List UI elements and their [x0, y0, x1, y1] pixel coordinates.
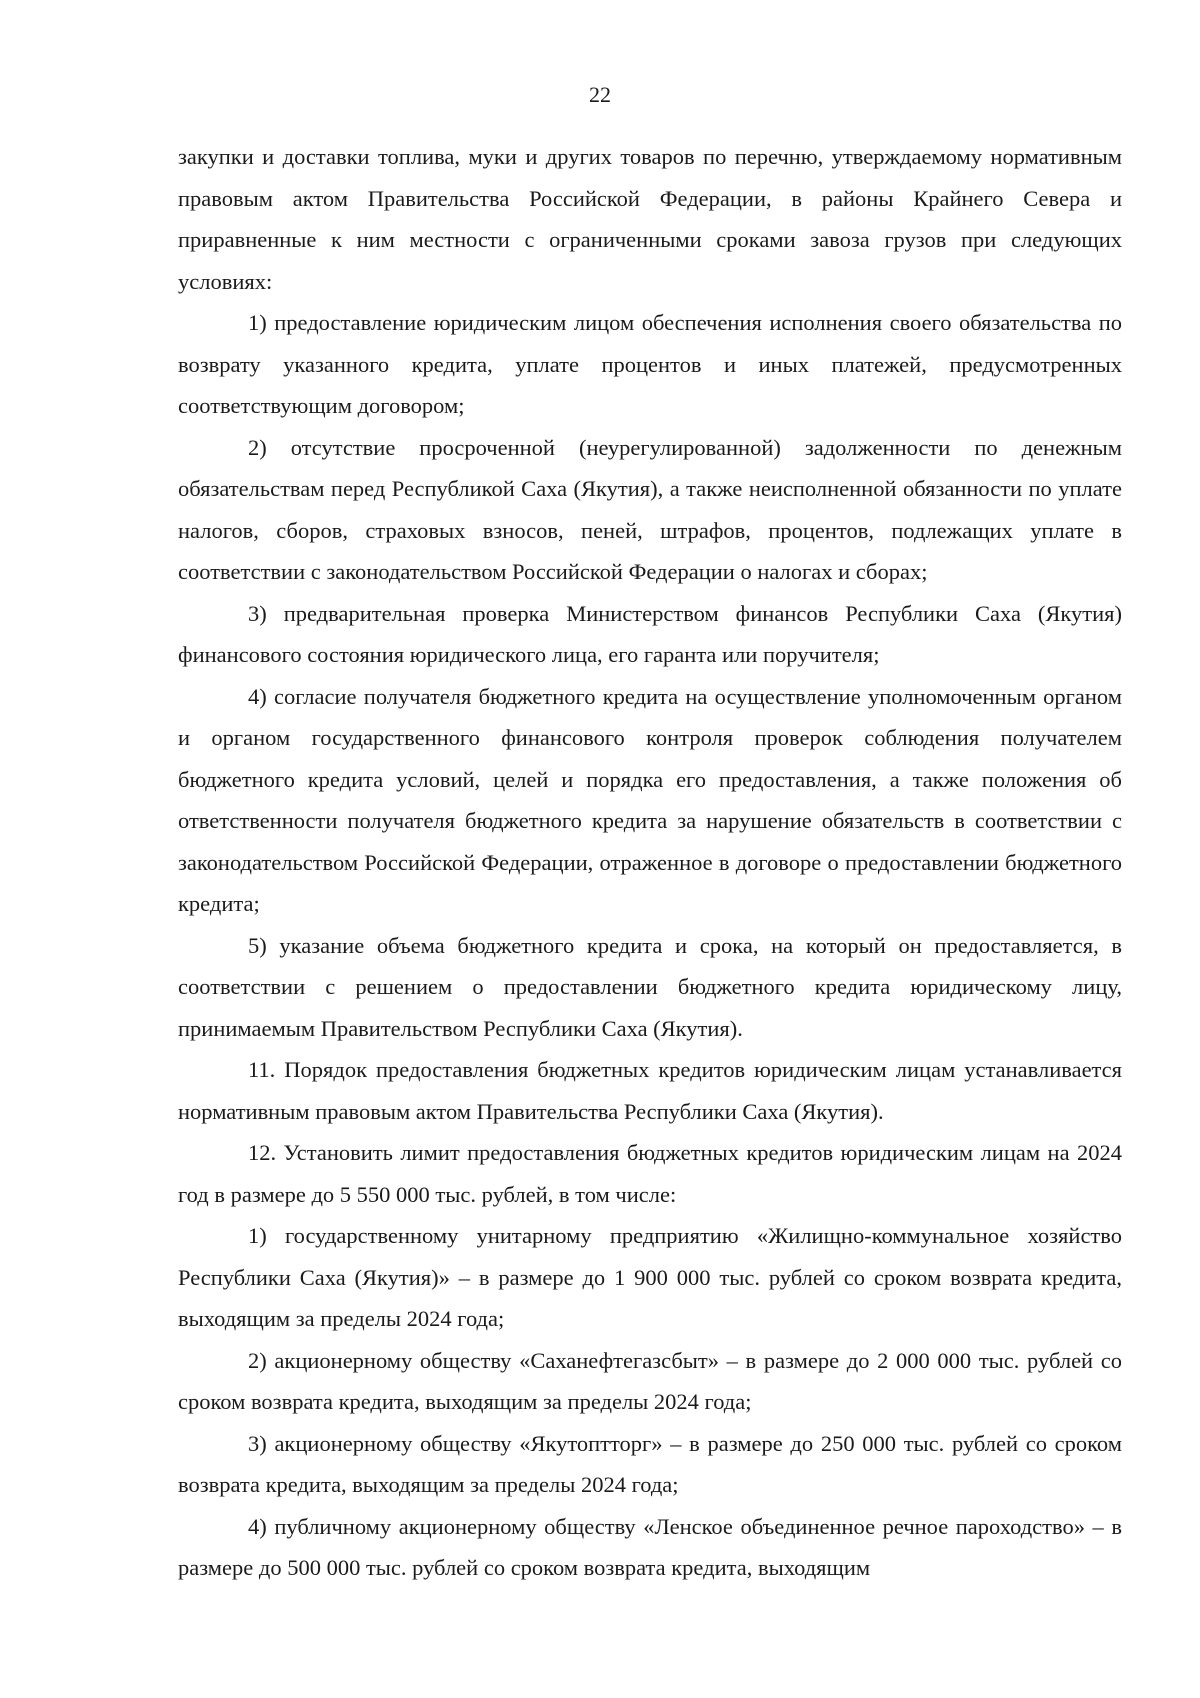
page-number: 22 — [589, 82, 611, 107]
paragraph-condition-4: 4) согласие получателя бюджетного кредита на осуществление уполномоченным органом и органом государственного финансового контроля проверок соблюдения получателем бюджетного кредита условий, целей и порядка его предоставления, а также положения об ответственности получателя бюджетного кредита за нарушение обязательств в соответствии с законодательством Российской Федерации, отраженное в договоре о предоставлении бюджетного кредита; — [178, 683, 1122, 916]
paragraph-condition-3: 3) предварительная проверка Министерством финансов Республики Саха (Якутия) финансового состояния юридического лица, его гаранта или поручителя; — [178, 600, 1122, 667]
paragraph-condition-5: 5) указание объема бюджетного кредита и срока, на который он предоставляется, в соответствии с решением о предоставлении бюджетного кредита юридическому лицу, принимаемым Правительством Республики Саха (Якутия). — [178, 932, 1122, 1041]
paragraph-condition-1: 1) предоставление юридическим лицом обеспечения исполнения своего обязательства по возврату указанного кредита, уплате процентов и иных платежей, предусмотренных соответствующим договором; — [178, 310, 1122, 418]
paragraph-limit-2: 2) акционерному обществу «Саханефтегазсбыт» – в размере до 2 000 000 тыс. рублей со сроком возврата кредита, выходящим за пределы 2024 года; — [178, 1347, 1122, 1414]
paragraph-limit-3: 3) акционерному обществу «Якутоптторг» – в размере до 250 000 тыс. рублей со сроком возврата кредита, выходящим за пределы 2024 года; — [178, 1430, 1122, 1497]
paragraph-continuation: закупки и доставки топлива, муки и других товаров по перечню, утверждаемому нормативным правовым актом Правительства Российской Федерации, в районы Крайнего Севера и приравненные к ним местности с ограниченными сроками завоза грузов при следующих условиях: — [178, 144, 1122, 294]
document-body — [178, 136, 1122, 1589]
paragraph-limit-4: 4) публичному акционерному обществу «Ленское объединенное речное пароходство» – в размере до 500 000 тыс. рублей со сроком возврата кредита, выходящим — [178, 1513, 1122, 1580]
paragraph-condition-2: 2) отсутствие просроченной (неурегулированной) задолженности по денежным обязательствам перед Республикой Саха (Якутия), а также неисполненной обязанности по уплате налогов, сборов, страховых взносов, пеней, штрафов, процентов, подлежащих уплате в соответствии с законодательством Российской Федерации о налогах и сборах; — [178, 434, 1122, 584]
paragraph-section-12: 12. Установить лимит предоставления бюджетных кредитов юридическим лицам на 2024 год в размере до 5 550 000 тыс. рублей, в том числе: — [178, 1140, 1122, 1207]
paragraph-limit-1: 1) государственному унитарному предприятию «Жилищно-коммунальное хозяйство Республики Саха (Якутия)» – в размере до 1 900 000 тыс. рублей со сроком возврата кредита, выходящим за пределы 2024 года; — [178, 1223, 1122, 1331]
paragraph-section-11: 11. Порядок предоставления бюджетных кредитов юридическим лицам устанавливается нормативным правовым актом Правительства Республики Саха (Якутия). — [178, 1057, 1122, 1124]
